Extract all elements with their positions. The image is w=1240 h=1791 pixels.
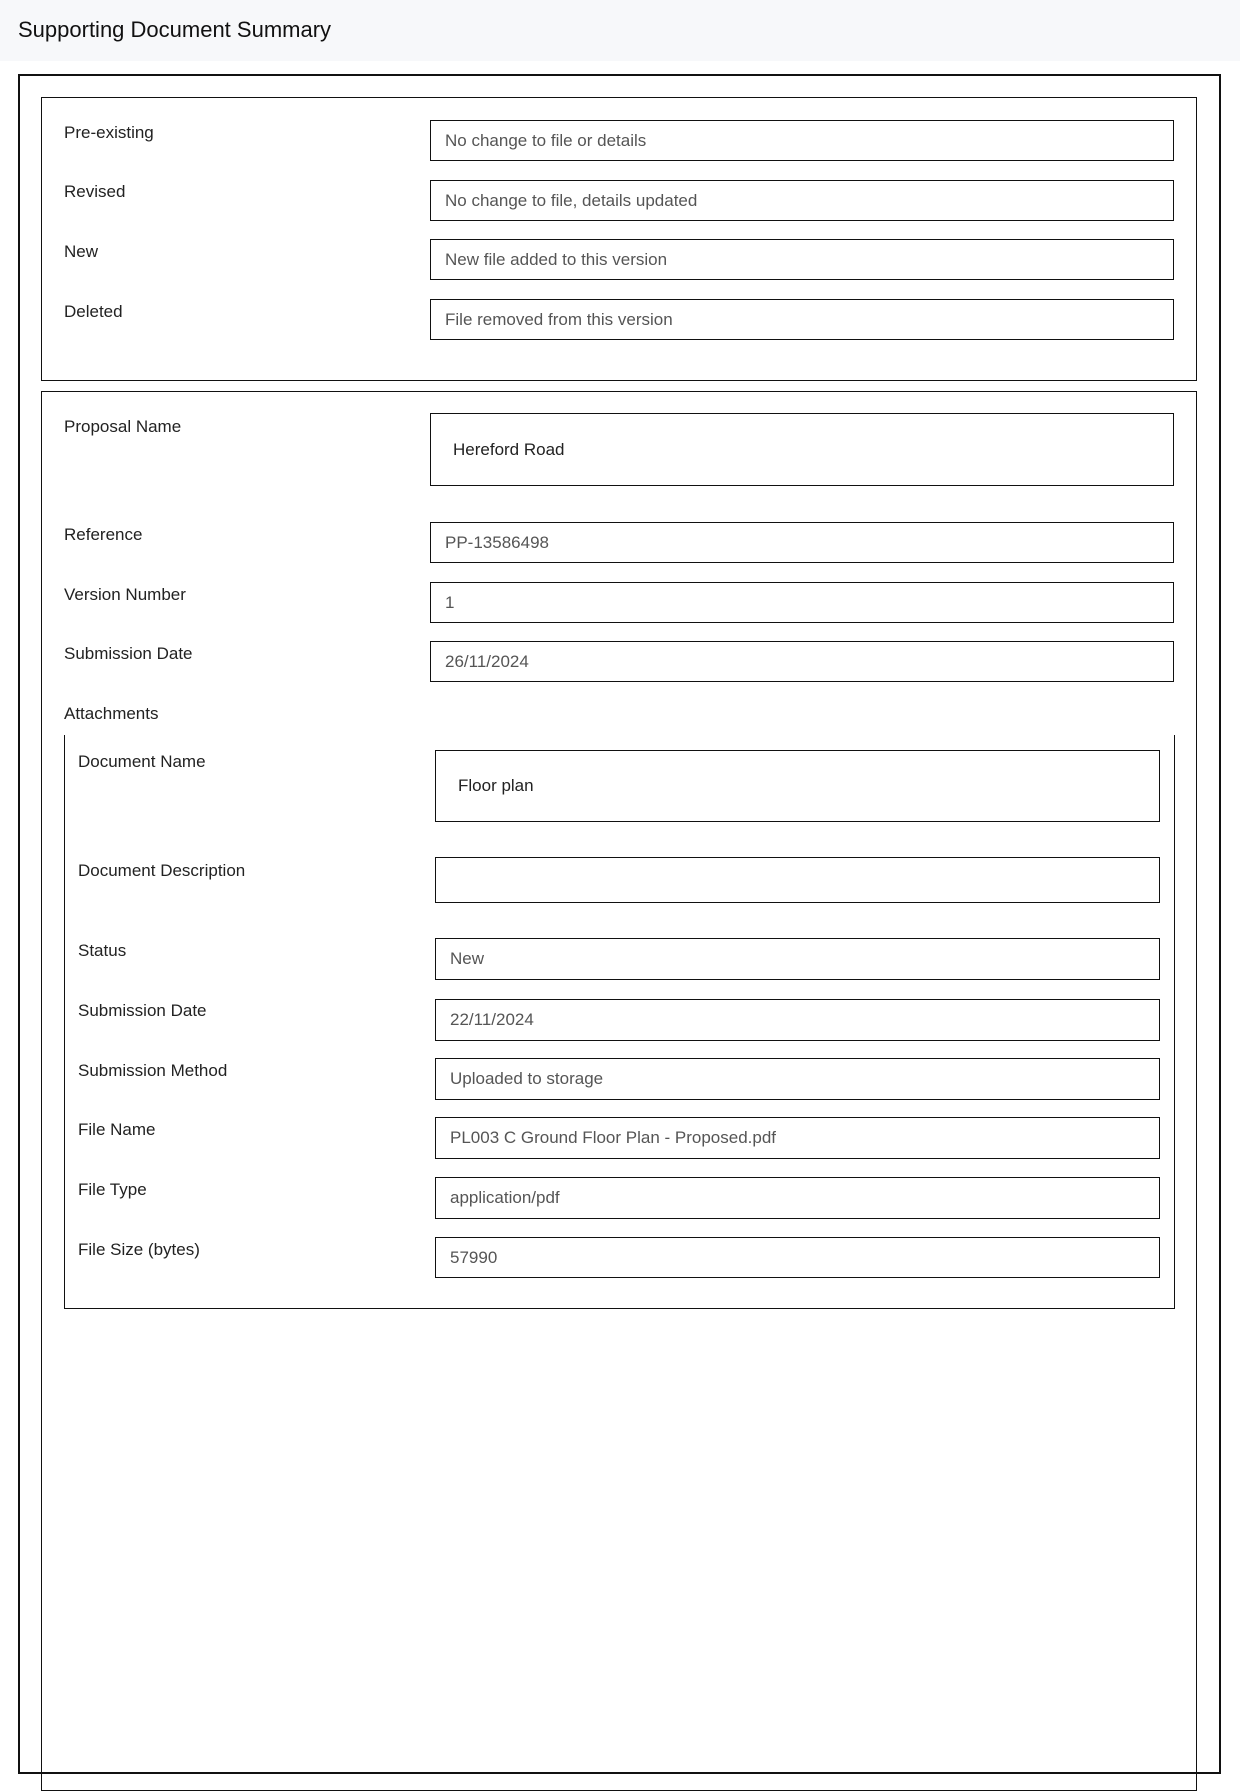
reference-label: Reference [64,525,143,544]
legend-value-revised: No change to file, details updated [430,180,1174,221]
attachment-submission-date-field: 22/11/2024 [435,999,1160,1041]
legend-value-new: New file added to this version [430,239,1174,280]
submission-method-field: Uploaded to storage [435,1058,1160,1100]
proposal-name-field: Hereford Road [430,413,1174,486]
submission-method-label: Submission Method [78,1061,228,1080]
legend-label-deleted: Deleted [64,302,123,321]
status-field: New [435,938,1160,980]
file-size-label: File Size (bytes) [78,1240,200,1259]
legend-label-pre-existing: Pre-existing [64,123,154,142]
attachments-label: Attachments [64,704,159,723]
version-number-label: Version Number [64,585,186,604]
legend-value-deleted: File removed from this version [430,299,1174,340]
legend-value-pre-existing: No change to file or details [430,120,1174,161]
reference-field: PP-13586498 [430,522,1174,563]
file-name-field: PL003 C Ground Floor Plan - Proposed.pdf [435,1117,1160,1159]
submission-date-label: Submission Date [64,644,193,663]
document-name-field: Floor plan [435,750,1160,822]
status-label: Status [78,941,127,960]
file-type-field: application/pdf [435,1177,1160,1219]
proposal-name-label: Proposal Name [64,417,182,436]
submission-date-field: 26/11/2024 [430,641,1174,682]
file-name-label: File Name [78,1120,156,1139]
legend-label-new: New [64,242,99,261]
file-type-label: File Type [78,1180,147,1199]
page-header [0,0,1240,61]
document-description-label: Document Description [78,861,246,880]
legend-label-revised: Revised [64,182,126,201]
page-title: Supporting Document Summary [18,17,332,42]
version-number-field: 1 [430,582,1174,623]
document-name-label: Document Name [78,752,206,771]
document-description-field [435,857,1160,903]
file-size-field: 57990 [435,1237,1160,1278]
attachment-submission-date-label: Submission Date [78,1001,207,1020]
